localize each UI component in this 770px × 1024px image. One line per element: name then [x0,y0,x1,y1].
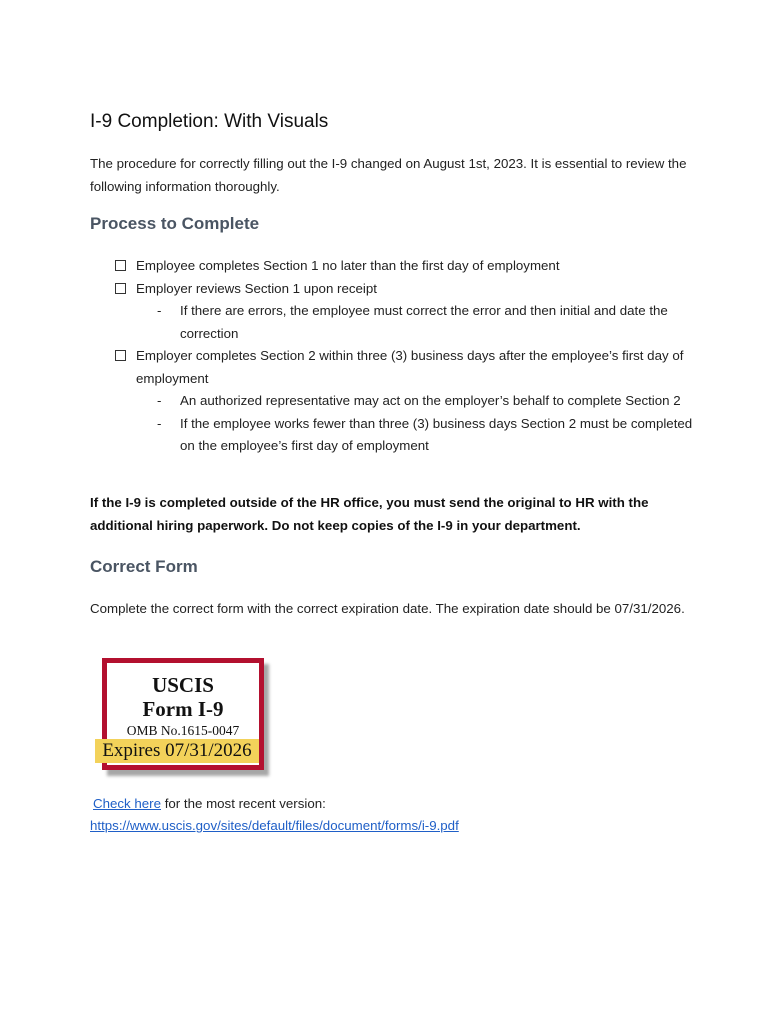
page-title: I-9 Completion: With Visuals [90,111,329,132]
checklist-sub-item [135,413,693,458]
footer-note [90,793,459,837]
uscis-form-url-link[interactable]: https://www.uscis.gov/sites/default/files/document/forms/i-9.pdf [90,818,459,833]
dash-bullet: - [157,415,162,431]
process-heading: Process to Complete [90,214,260,233]
stamp-omb-number: OMB No.1615-0047 [126,723,240,738]
sub-item-text: If there are errors, the employee must correct the error and then initial and date the correction [180,303,668,341]
warning-paragraph: If the I-9 is completed outside of the HR office, you must send the original to HR with the additional hiring paperwork. Do not keep copies of the I-9 in your department. [90,495,649,533]
correct-form-paragraph: Complete the correct form with the correct expiration date. The expiration date should be 07/31/2026. [90,601,685,616]
checklist-item [113,345,693,390]
correct-form-heading: Correct Form [90,557,198,576]
checklist-item [113,278,693,301]
checklist-item-text: Employee completes Section 1 no later than the first day of employment [136,258,560,273]
stamp-agency: USCIS [152,673,214,697]
checkbox-icon[interactable] [115,283,126,294]
checkbox-icon[interactable] [115,350,126,361]
intro-paragraph: The procedure for correctly filling out the I-9 changed on August 1st, 2023. It is essential to review the following information thoroughly. [90,156,687,194]
process-checklist [113,255,693,458]
footer-line [90,793,459,815]
dash-bullet: - [157,393,162,408]
sub-item-text: If the employee works fewer than three (3) business days Section 2 must be completed on the employee’s first day of employment [180,415,693,453]
sub-item-text: An authorized representative may act on the employer’s behalf to complete Section 2 [180,393,681,408]
checklist-sub-item [135,390,693,413]
check-here-link[interactable]: Check here [93,796,161,811]
checklist-item [113,255,693,278]
checklist-item-text: Employer reviews Section 1 upon receipt [136,280,377,296]
stamp-form-name: Form I-9 [142,697,224,721]
checklist-sub-item [135,300,693,345]
checkbox-icon[interactable] [115,260,126,271]
form-i9-stamp [102,658,264,770]
footer-text: for the most recent version: [161,796,326,811]
stamp-expiration: Expires 07/31/2026 [95,739,259,763]
checklist-item-text: Employer completes Section 2 within three (3) business days after the employee’s first day of employment [136,348,684,386]
dash-bullet: - [157,303,162,318]
